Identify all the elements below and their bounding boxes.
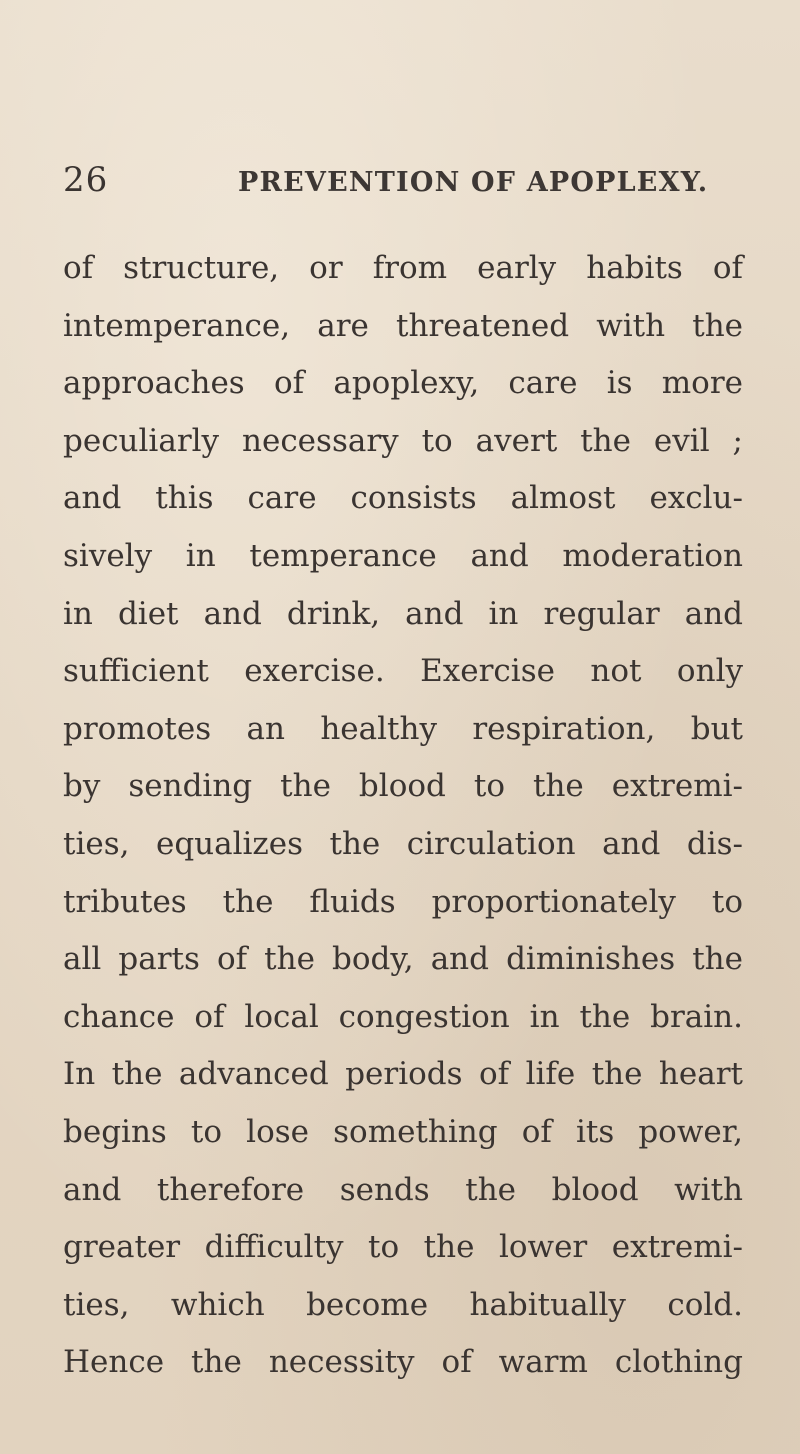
text-line: Hence the necessity of warm clothing: [63, 1344, 743, 1381]
text-line: tributes the fluids proportionately to: [63, 883, 743, 920]
text-line: peculiarly necessary to avert the evil ;: [63, 422, 743, 459]
text-line: chance of local congestion in the brain.: [63, 998, 743, 1035]
running-head: [63, 160, 763, 210]
text-line: ties, equalizes the circulation and dis-: [63, 825, 743, 862]
text-line: begins to lose something of its power,: [63, 1113, 743, 1150]
text-line: ties, which become habitually cold.: [63, 1286, 743, 1323]
text-line: In the advanced periods of life the heart: [63, 1056, 743, 1093]
text-line: intemperance, are threatened with the: [63, 307, 743, 344]
text-line: by sending the blood to the extremi-: [63, 768, 743, 805]
running-head-title: PREVENTION OF APOPLEXY.: [238, 167, 709, 198]
text-line: approaches of apoplexy, care is more: [63, 365, 743, 402]
text-line: and this care consists almost exclu-: [63, 480, 743, 517]
body-text: [63, 240, 743, 1392]
text-line: of structure, or from early habits of: [63, 250, 743, 286]
text-line: in diet and drink, and in regular and: [63, 595, 743, 632]
text-line: promotes an healthy respiration, but: [63, 710, 743, 747]
page-number: 26: [63, 160, 109, 200]
text-line: all parts of the body, and diminishes the: [63, 941, 743, 978]
text-line: sufficient exercise. Exercise not only: [63, 653, 743, 690]
text-line: sively in temperance and moderation: [63, 537, 743, 574]
text-line: greater difficulty to the lower extremi-: [63, 1229, 743, 1266]
text-line: and therefore sends the blood with: [63, 1171, 743, 1208]
